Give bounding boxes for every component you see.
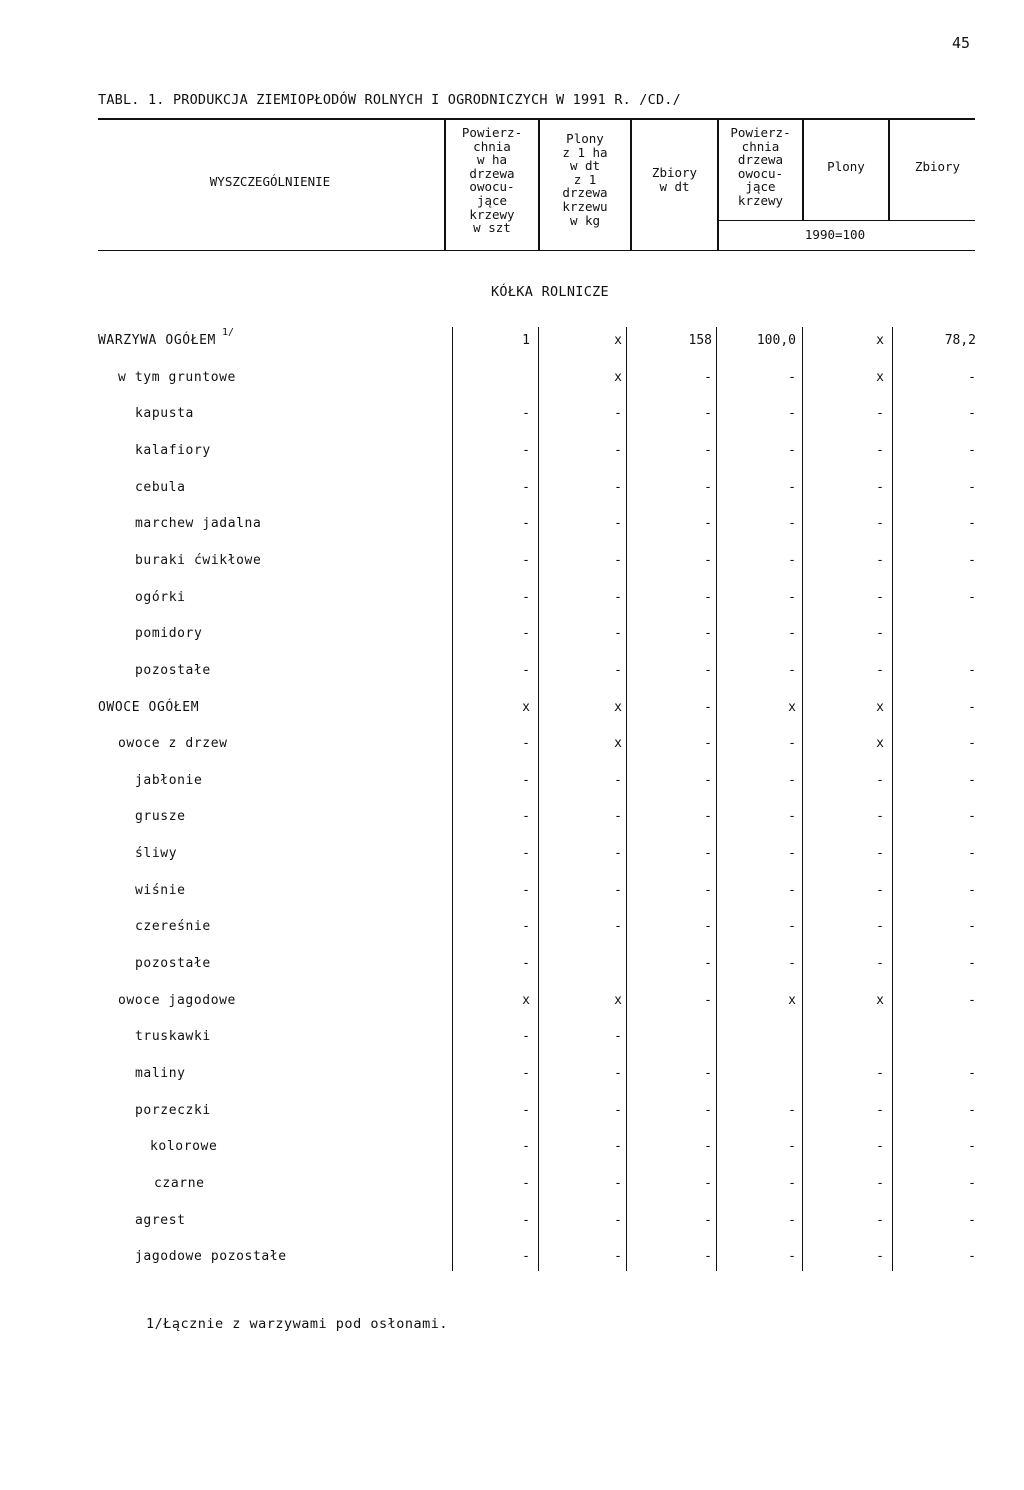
table-cell: - [968,1066,976,1081]
table-cell: - [522,516,530,532]
table-cell: - [876,809,884,825]
table-cell: 100,0 [756,333,796,348]
table-cell: - [614,516,622,532]
table-cell: - [968,809,976,825]
table-cell: - [614,1102,622,1118]
table-cell: - [968,479,976,495]
header-sub-rule [718,220,975,221]
table-cell: - [522,882,530,898]
table-cell: - [788,369,796,385]
table-cell: x [876,369,884,385]
header-base-year: 1990=100 [804,227,866,242]
table-cell: - [704,772,712,788]
row-label: grusze [135,809,186,825]
table-cell: - [876,882,884,898]
table-cell: - [522,1139,530,1155]
table-cell: - [704,552,712,568]
table-cell: - [704,589,712,605]
table-cell: - [876,406,884,422]
header-powierzchnia: Powierz- chnia w ha drzewa owocu- jące krzewy w szt [461,125,523,236]
header-plony-jednostkowe: Plony z 1 ha w dt z 1 drzewa krzewu w kg [562,131,608,228]
row-label: marchew jadalna [135,516,262,532]
row-label: agrest [135,1212,186,1228]
table-cell: x [788,992,796,1008]
table-cell: - [614,1066,622,1081]
table-cell: - [522,1029,530,1045]
table-cell: - [876,1102,884,1118]
table-cell: - [522,736,530,752]
table-cell: - [522,1102,530,1118]
row-label: wiśnie [135,882,186,898]
table-cell: - [968,1139,976,1155]
table-cell: - [968,662,976,678]
row-label: kalafiory [135,442,211,458]
column-rule [538,327,539,1271]
table-cell: - [788,442,796,458]
table-cell: - [968,1212,976,1228]
page-number: 45 [952,34,971,52]
table-cell: - [704,662,712,678]
table-cell: - [614,1212,622,1228]
table-cell: - [788,846,796,862]
table-cell: - [876,1066,884,1081]
table-cell: x [614,736,622,752]
table-cell: - [788,516,796,532]
row-label: OWOCE OGÓŁEM [98,699,200,715]
table-cell: - [876,1175,884,1191]
table-cell: - [788,1249,796,1265]
table-cell: - [522,1066,530,1081]
table-cell: x [876,699,884,715]
table-cell: - [788,1102,796,1118]
table-cell: - [614,552,622,568]
table-cell: - [876,772,884,788]
table-cell: - [876,1212,884,1228]
table-cell: - [968,736,976,752]
table-cell: - [522,772,530,788]
table-cell: - [788,919,796,935]
table-cell: - [968,1249,976,1265]
column-rule [626,327,627,1271]
table-cell: - [614,846,622,862]
table-cell: - [788,552,796,568]
table-cell: - [788,956,796,972]
row-label: jagodowe pozostałe [135,1249,287,1265]
table-cell: - [788,882,796,898]
table-cell: - [704,846,712,862]
table-cell: - [788,1175,796,1191]
table-cell: - [788,626,796,642]
table-cell: - [704,919,712,935]
table-cell: - [522,442,530,458]
table-cell: - [876,662,884,678]
table-cell: - [788,479,796,495]
header-powierzchnia-dynamika: Powierz- chnia drzewa owocu- jące krzewy [730,125,791,208]
table-cell: - [522,846,530,862]
table-cell: - [876,442,884,458]
table-cell: - [876,1139,884,1155]
table-cell: - [522,919,530,935]
column-rule [892,327,893,1271]
table-cell: - [704,442,712,458]
row-label: w tym gruntowe [118,369,236,385]
table-cell: - [704,1175,712,1191]
table-cell: - [704,1212,712,1228]
table-cell: - [968,772,976,788]
table-cell: - [614,882,622,898]
table-cell: - [704,369,712,385]
table-cell: - [788,662,796,678]
table-cell: - [788,736,796,752]
table-cell: - [614,442,622,458]
table-cell: - [968,992,976,1008]
table-cell: - [614,1249,622,1265]
row-label: pomidory [135,626,203,642]
table-cell: - [876,479,884,495]
table-cell: - [522,552,530,568]
table-cell: - [704,479,712,495]
row-label: jabłonie [135,772,203,788]
table-cell: - [522,662,530,678]
table-cell: - [968,919,976,935]
table-cell: x [522,992,530,1008]
table-cell: - [876,626,884,642]
table-cell: - [968,956,976,972]
table-cell: - [704,699,712,715]
table-cell: - [522,1175,530,1191]
table-cell: - [522,1249,530,1265]
table-cell: - [876,552,884,568]
table-cell: - [614,1139,622,1155]
table-cell: x [614,992,622,1008]
row-label: pozostałe [135,956,211,972]
table-cell: - [968,589,976,605]
table-cell: - [876,846,884,862]
table-cell: - [968,442,976,458]
table-cell: - [788,772,796,788]
table-cell: - [704,809,712,825]
table-cell: - [522,589,530,605]
table-cell: x [876,333,884,348]
row-label: WARZYWA OGÓŁEM [98,333,216,348]
table-cell: x [788,699,796,715]
footnote-marker: 1/ [222,327,235,338]
table-cell: - [968,1175,976,1191]
table-cell: 158 [688,333,712,348]
table-cell: - [704,882,712,898]
table-cell: - [876,516,884,532]
table-cell: - [876,956,884,972]
row-label: porzeczki [135,1102,211,1118]
table-cell: x [522,699,530,715]
table-cell: - [704,1249,712,1265]
table-cell: - [614,1029,622,1045]
table-cell: - [788,406,796,422]
table-cell: - [704,1139,712,1155]
table-cell: - [614,809,622,825]
row-label: owoce jagodowe [118,992,236,1008]
table-cell: 1 [522,333,530,348]
table-cell: - [704,516,712,532]
table-cell: - [788,589,796,605]
table-cell: - [522,1212,530,1228]
table-cell: - [968,369,976,385]
row-label: pozostałe [135,662,211,678]
table-cell: x [876,992,884,1008]
table-cell: x [614,369,622,385]
table-cell: - [522,956,530,972]
table-cell: x [876,736,884,752]
table-cell: - [614,406,622,422]
header-zbiory-dynamika: Zbiory [914,159,961,174]
table-cell: 78,2 [944,333,976,348]
table-cell: - [788,1139,796,1155]
table-cell: - [704,1102,712,1118]
table-cell: - [876,1249,884,1265]
table-cell: - [968,552,976,568]
column-rule [802,327,803,1271]
table-cell: - [968,699,976,715]
column-rule [452,327,453,1271]
row-label: kolorowe [150,1139,218,1155]
table-cell: - [614,479,622,495]
table-cell: - [968,882,976,898]
table-cell: x [614,333,622,348]
table-cell: - [614,626,622,642]
footnote: 1/Łącznie z warzywami pod osłonami. [146,1316,448,1332]
table-cell: - [614,589,622,605]
table-cell: - [704,736,712,752]
table-cell: - [614,919,622,935]
table-cell: - [704,626,712,642]
header-bottom-rule [98,250,975,251]
table-cell: - [968,846,976,862]
table-title: TABL. 1. PRODUKCJA ZIEMIOPŁODÓW ROLNYCH I OGRODNICZYCH W 1991 R. /CD./ [98,92,681,108]
row-label: owoce z drzew [118,736,228,752]
column-rule [716,327,717,1271]
table-cell: - [522,626,530,642]
row-label: czereśnie [135,919,211,935]
table-cell: - [522,406,530,422]
table-cell: - [614,662,622,678]
table-cell: - [522,809,530,825]
table-cell: - [876,919,884,935]
row-label: maliny [135,1066,186,1081]
table-cell: - [788,1212,796,1228]
table-cell: - [788,809,796,825]
table-cell: - [522,479,530,495]
header-zbiory-dt: Zbiory w dt [651,165,698,194]
table-cell: - [704,406,712,422]
table-cell: - [704,956,712,972]
table-cell: - [876,589,884,605]
section-heading: KÓŁKA ROLNICZE [491,284,609,300]
row-label: cebula [135,479,186,495]
row-label: czarne [154,1175,205,1191]
row-label: ogórki [135,589,186,605]
header-top-rule [98,118,975,120]
header-wyszczegolnienie: WYSZCZEGÓLNIENIE [209,174,331,189]
table-cell: - [968,406,976,422]
table-cell: - [614,772,622,788]
table-cell: x [614,699,622,715]
table-cell: - [968,1102,976,1118]
row-label: śliwy [135,846,178,862]
table-cell: - [614,1175,622,1191]
header-plony-dynamika: Plony [827,159,865,174]
row-label: buraki ćwikłowe [135,552,262,568]
table-cell: - [704,1066,712,1081]
table-cell: - [968,516,976,532]
table-cell: - [704,992,712,1008]
row-label: kapusta [135,406,194,422]
row-label: truskawki [135,1029,211,1045]
